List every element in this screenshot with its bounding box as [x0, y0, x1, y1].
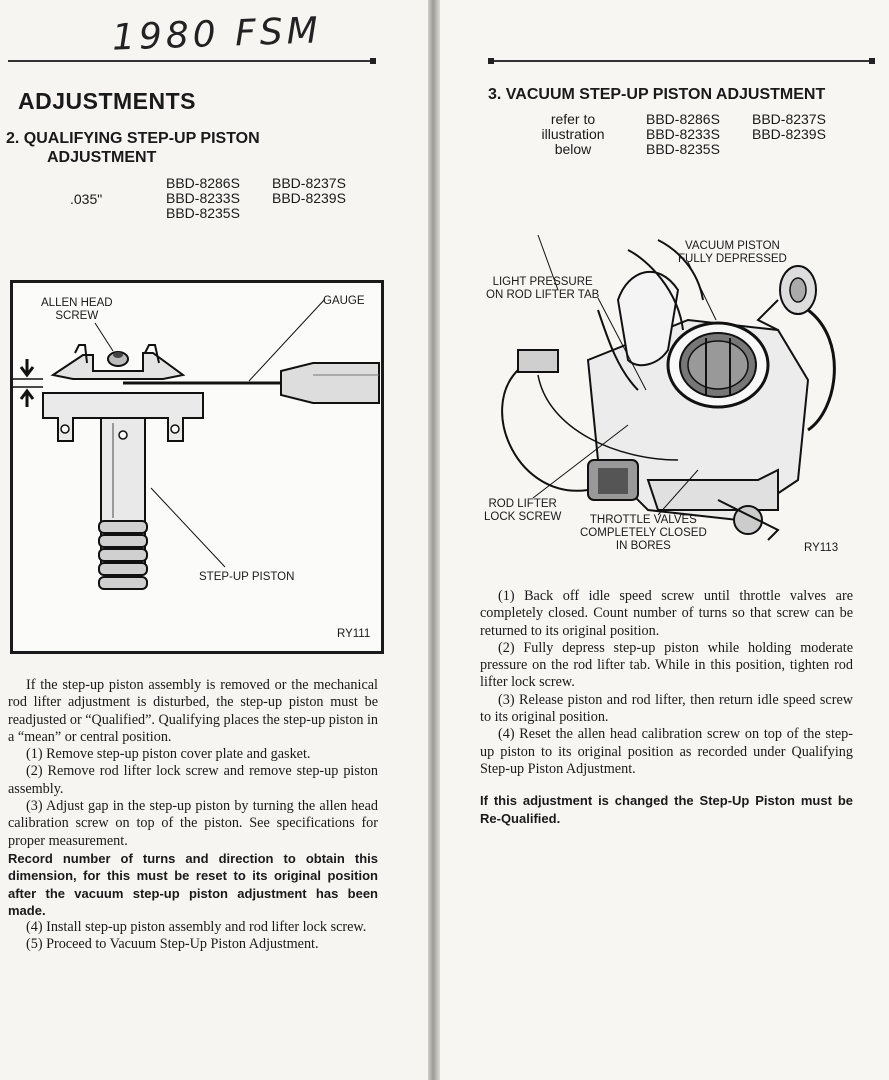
label-line: ALLEN HEAD: [41, 297, 113, 309]
model-list-col1: [166, 176, 240, 221]
figure-carburetor: [478, 230, 868, 565]
paragraph: (1) Remove step-up piston cover plate and gasket.: [26, 746, 311, 763]
figure-step-up-piston: [10, 280, 384, 654]
model-code: BBD-8239S: [272, 190, 346, 206]
left-body-text: [8, 677, 378, 954]
paragraph: (5) Proceed to Vacuum Step-Up Piston Adjustment.: [26, 936, 319, 953]
top-rule: [8, 60, 376, 62]
step: (4) Reset the allen head calibration screw on top of the step-up piston to its original position as recorded under Qualifying Step-up Piston Adjustment.: [480, 726, 853, 777]
left-page: [0, 0, 428, 1080]
model-list-col2: [272, 176, 346, 206]
label-throttle-valves: [580, 514, 707, 553]
step: (3) Release piston and rod lifter, then return idle speed screw to its original position.: [480, 691, 853, 726]
label-gauge: GAUGE: [323, 295, 365, 307]
handwritten-note: 1980 FSM: [111, 10, 323, 59]
label-line: LOCK SCREW: [484, 511, 562, 523]
step: (2) Fully depress step-up piston while holding moderate pressure on the rod lifter tab. While in this position, tighten rod lifter lock screw.: [480, 639, 853, 691]
paragraph: (4) Install step-up piston assembly and rod lifter lock screw.: [26, 919, 367, 936]
label-rod-lifter-lock-screw: [484, 498, 561, 524]
rule-end-marker: [488, 58, 494, 64]
label-line: THROTTLE VALVES: [589, 514, 697, 526]
figure-id: RY113: [804, 542, 839, 554]
figure-id: RY111: [337, 628, 371, 640]
bold-note: Record number of turns and direction to obtain this dimension, for this must be reset to its original position after the vacuum step-up piston adjustment has been made.: [8, 850, 378, 918]
right-body-text: [480, 588, 853, 827]
label-light-pressure: [486, 276, 599, 302]
label-step-up-piston: STEP-UP PISTON: [199, 571, 295, 583]
refer-line: refer to: [550, 111, 596, 127]
paragraph: (3) Adjust gap in the step-up piston by turning the allen head calibration screw on top of the piston. See specifications for proper measurement.: [8, 798, 378, 849]
model-code: BBD-8237S: [272, 175, 346, 191]
top-rule: [490, 60, 873, 62]
label-line: LIGHT PRESSURE: [492, 276, 593, 288]
paragraph: If the step-up piston assembly is removed or the mechanical rod lifter adjustment is disturbed, the step-up piston must be readjusted or “Qualified”. Qualifying places the step-up piston in a “mean” or central position.: [8, 677, 378, 745]
label-line: COMPLETELY CLOSED: [580, 527, 707, 539]
model-list-col1: [646, 112, 720, 157]
warning-note: If this adjustment is changed the Step-Up Piston must be Re-Qualified.: [480, 793, 853, 826]
model-code: BBD-8239S: [752, 126, 826, 142]
heading-line-1: 2. QUALIFYING STEP-UP PISTON: [6, 130, 260, 147]
label-line: ROD LIFTER: [488, 498, 557, 510]
label-line: IN BORES: [615, 540, 671, 552]
model-code: BBD-8233S: [166, 190, 240, 206]
model-code: BBD-8235S: [646, 141, 720, 157]
rule-end-marker: [869, 58, 875, 64]
model-code: BBD-8237S: [752, 111, 826, 127]
spec-value: .035": [70, 191, 103, 207]
label-allen-head-screw: [41, 297, 113, 323]
model-code: BBD-8235S: [166, 205, 240, 221]
heading-line-2: ADJUSTMENT: [47, 149, 157, 166]
book-spine: [428, 0, 440, 1080]
refer-note: [528, 112, 618, 157]
rule-end-marker: [370, 58, 376, 64]
model-code: BBD-8286S: [166, 175, 240, 191]
step-up-piston-illustration: [13, 283, 381, 651]
right-heading: 3. VACUUM STEP-UP PISTON ADJUSTMENT: [488, 86, 826, 103]
model-code: BBD-8233S: [646, 126, 720, 142]
label-line: FULLY DEPRESSED: [678, 253, 787, 265]
label-line: ON ROD LIFTER TAB: [486, 289, 600, 301]
label-line: VACUUM PISTON: [685, 240, 780, 252]
step: (1) Back off idle speed screw until throttle valves are completely closed. Count number of turns so that screw can be returned to its original position.: [480, 588, 853, 639]
model-code: BBD-8286S: [646, 111, 720, 127]
model-list-col2: [752, 112, 826, 142]
refer-line: below: [554, 141, 592, 157]
paragraph: (2) Remove rod lifter lock screw and remove step-up piston assembly.: [8, 763, 378, 797]
refer-line: illustration: [541, 126, 605, 142]
label-line: SCREW: [55, 310, 99, 322]
label-vacuum-piston: [678, 240, 787, 266]
section-title: ADJUSTMENTS: [18, 88, 197, 114]
